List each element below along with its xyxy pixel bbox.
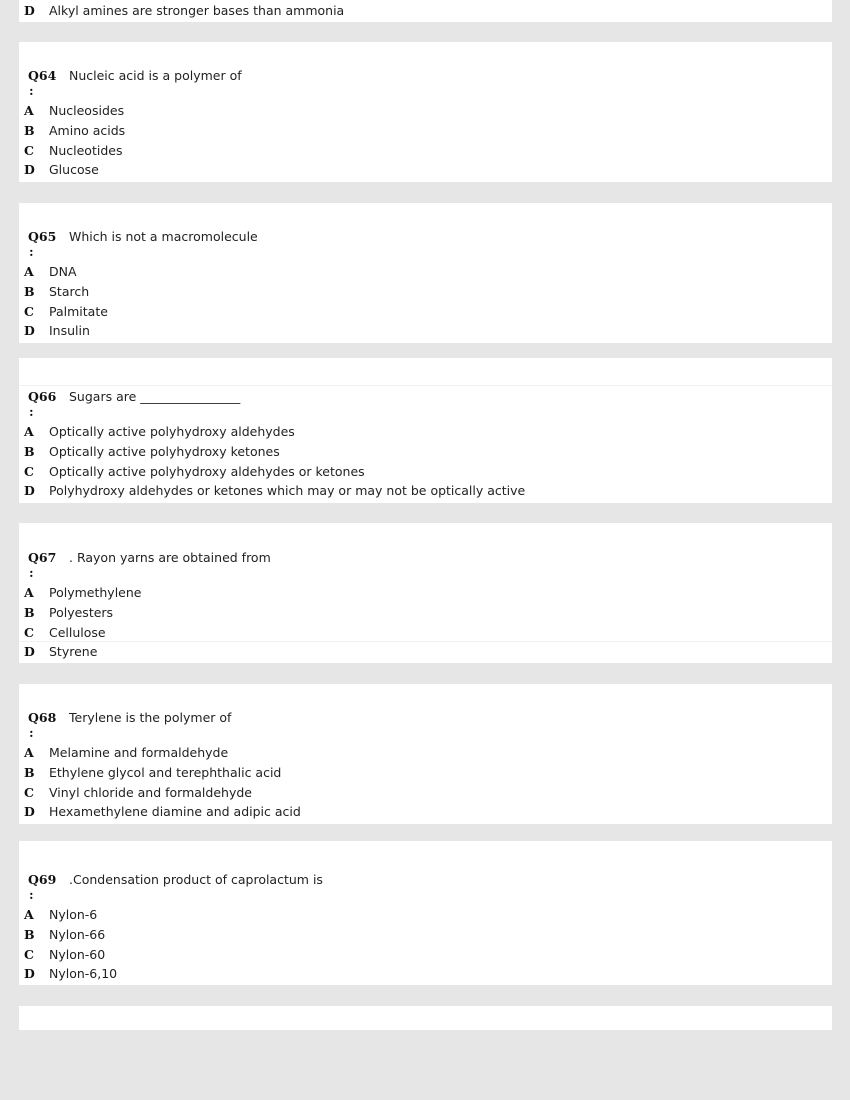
option-letter: D — [24, 483, 35, 499]
option-letter: C — [24, 303, 34, 319]
option-letter: D — [24, 966, 35, 982]
option-row-b — [19, 604, 832, 624]
option-text: Nylon-60 — [49, 946, 106, 962]
question-number — [28, 389, 60, 419]
option-text: Nucleotides — [49, 142, 123, 158]
option-row — [19, 2, 832, 22]
option-letter: B — [24, 604, 35, 620]
option-letter: A — [24, 745, 34, 760]
option-text: Nucleosides — [49, 103, 125, 118]
option-letter: A — [24, 907, 34, 922]
option-letter: A — [24, 264, 34, 279]
option-row-c — [19, 624, 832, 644]
option-row-d — [19, 482, 832, 502]
question-row — [19, 550, 832, 584]
option-letter: A — [24, 103, 34, 118]
option-row-c — [19, 946, 832, 966]
question-number-label: Q69 — [28, 872, 57, 887]
option-row-b — [19, 443, 832, 463]
question-row — [19, 710, 832, 744]
question-card-q63-partial — [19, 0, 832, 22]
option-letter: B — [24, 283, 35, 299]
question-number-label: Q64 — [28, 68, 57, 83]
question-text: Sugars are ________________ — [69, 389, 241, 404]
option-letter: A — [24, 424, 34, 439]
option-row-c — [19, 303, 832, 323]
option-row-a — [19, 102, 832, 122]
option-row-c — [19, 142, 832, 162]
option-row-b — [19, 764, 832, 784]
question-number — [28, 68, 60, 98]
question-card-empty — [19, 1006, 832, 1030]
option-letter: B — [24, 122, 35, 138]
question-number — [28, 710, 60, 740]
question-card-q65 — [19, 203, 832, 343]
option-text: Ethylene glycol and terephthalic acid — [49, 764, 282, 780]
option-text: Optically active polyhydroxy aldehydes or ketones — [49, 463, 365, 479]
option-letter: A — [24, 585, 34, 600]
option-letter: C — [24, 946, 34, 962]
question-card-q69 — [19, 841, 832, 985]
question-number — [28, 229, 60, 259]
question-number-colon: : — [29, 404, 34, 419]
question-card-q66 — [19, 358, 832, 503]
option-text: DNA — [49, 264, 77, 279]
option-letter: D — [24, 3, 35, 18]
option-row-b — [19, 926, 832, 946]
question-card-q68 — [19, 684, 832, 824]
option-letter: C — [24, 784, 34, 800]
option-row-c — [19, 784, 832, 804]
option-text: Polyhydroxy aldehydes or ketones which may or may not be optically active — [49, 483, 526, 499]
option-letter: C — [24, 463, 34, 479]
option-text: Nylon-6,10 — [49, 966, 118, 982]
option-row-a — [19, 744, 832, 764]
question-number — [28, 550, 60, 580]
question-text: . Rayon yarns are obtained from — [69, 550, 271, 565]
option-text: Insulin — [49, 323, 90, 339]
option-text: Cellulose — [49, 624, 106, 640]
option-row-d — [19, 643, 832, 663]
option-letter: D — [24, 804, 35, 820]
option-text: Styrene — [49, 644, 98, 660]
option-letter: B — [24, 764, 35, 780]
option-row-d — [19, 322, 832, 342]
option-row-a — [19, 906, 832, 926]
option-row-d — [19, 803, 832, 823]
option-text: Palmitate — [49, 303, 108, 319]
option-letter: B — [24, 926, 35, 942]
option-text: Amino acids — [49, 122, 126, 138]
option-letter: B — [24, 443, 35, 459]
option-text: Polyesters — [49, 604, 114, 620]
option-row-a — [19, 584, 832, 604]
option-text: Alkyl amines are stronger bases than ammonia — [49, 3, 345, 18]
option-text: Nylon-66 — [49, 926, 106, 942]
question-number-colon: : — [29, 83, 34, 98]
question-number-colon: : — [29, 887, 34, 902]
option-text: Vinyl chloride and formaldehyde — [49, 784, 252, 800]
option-text: Nylon-6 — [49, 907, 98, 922]
option-letter: C — [24, 142, 34, 158]
question-row — [19, 389, 832, 423]
question-number-colon: : — [29, 565, 34, 580]
question-row — [19, 872, 832, 906]
question-card-q64 — [19, 42, 832, 182]
question-number — [28, 872, 60, 902]
question-number-label: Q67 — [28, 550, 57, 565]
question-text: Which is not a macromolecule — [69, 229, 258, 244]
question-text: Terylene is the polymer of — [69, 710, 232, 725]
question-text: .Condensation product of caprolactum is — [69, 872, 323, 887]
option-row-c — [19, 463, 832, 483]
question-number-colon: : — [29, 725, 34, 740]
question-card-q67 — [19, 523, 832, 663]
question-number-label: Q65 — [28, 229, 57, 244]
option-letter: D — [24, 323, 35, 339]
question-text: Nucleic acid is a polymer of — [69, 68, 242, 83]
option-text: Glucose — [49, 162, 99, 178]
option-letter: C — [24, 624, 34, 640]
option-row-d — [19, 965, 832, 985]
option-letter: D — [24, 644, 35, 660]
option-text: Polymethylene — [49, 585, 142, 600]
question-number-label: Q66 — [28, 389, 57, 404]
option-text: Starch — [49, 283, 90, 299]
option-row-a — [19, 423, 832, 443]
question-number-colon: : — [29, 244, 34, 259]
option-letter: D — [24, 162, 35, 178]
option-row-b — [19, 122, 832, 142]
option-text: Hexamethylene diamine and adipic acid — [49, 804, 301, 820]
option-row-d — [19, 161, 832, 181]
question-row — [19, 68, 832, 102]
question-number-label: Q68 — [28, 710, 57, 725]
divider — [19, 385, 832, 386]
option-text: Optically active polyhydroxy ketones — [49, 443, 280, 459]
question-row — [19, 229, 832, 263]
option-text: Melamine and formaldehyde — [49, 745, 229, 760]
option-row-b — [19, 283, 832, 303]
option-row-a — [19, 263, 832, 283]
option-text: Optically active polyhydroxy aldehydes — [49, 424, 295, 439]
